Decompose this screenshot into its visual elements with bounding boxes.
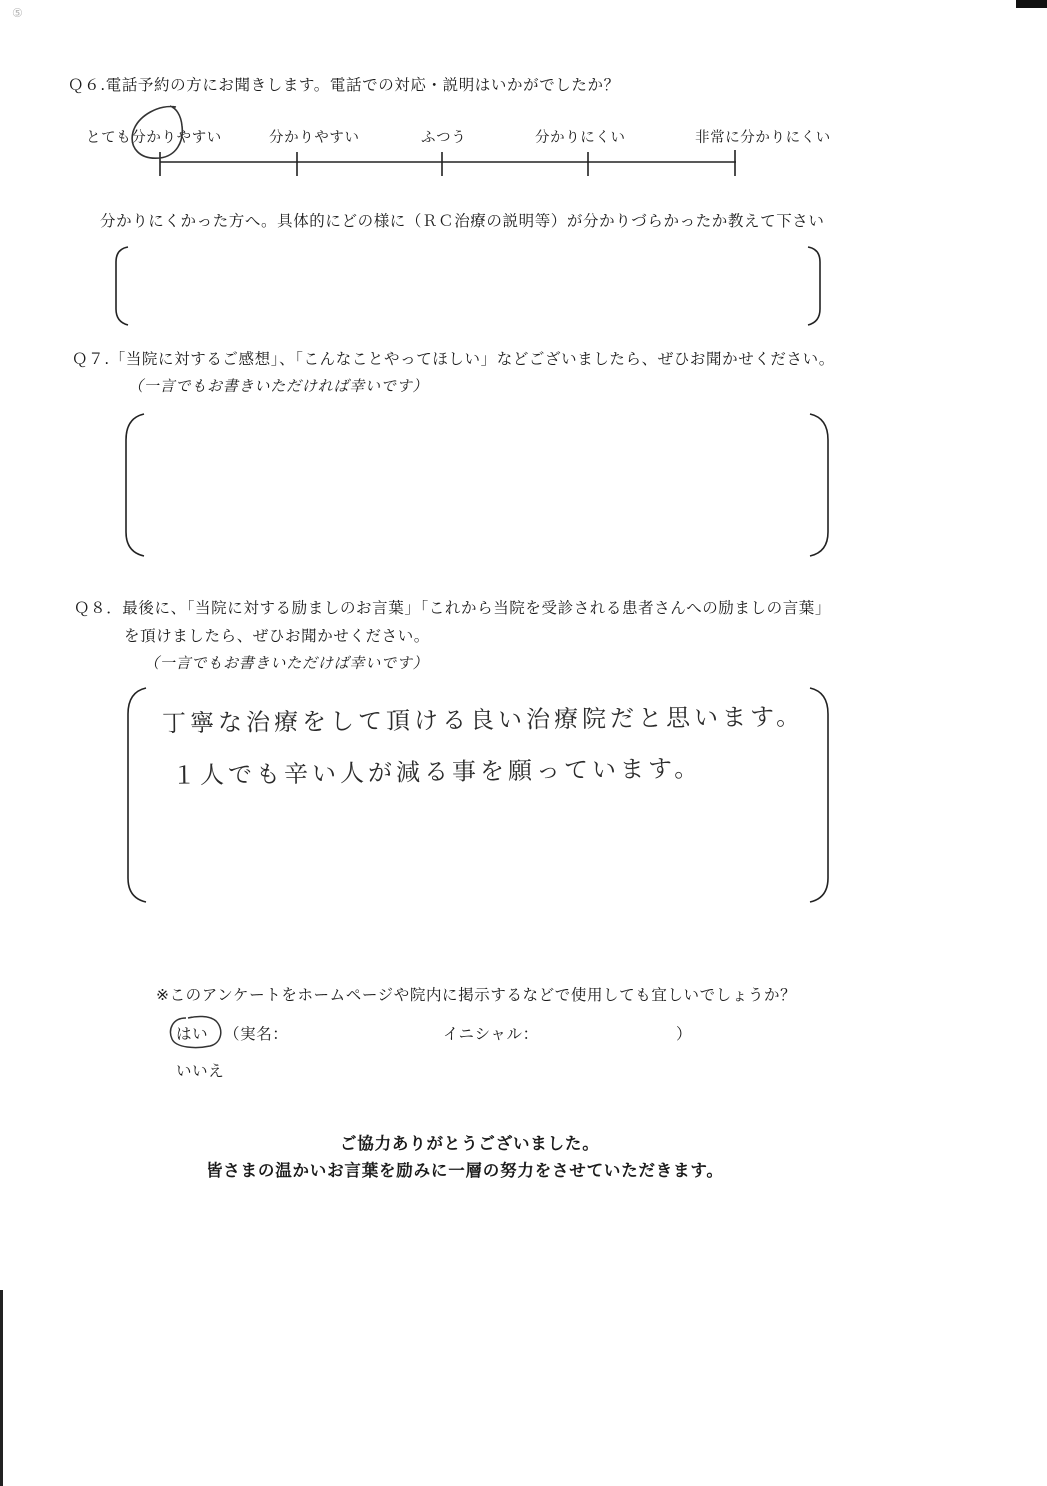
page-number: ⑤ [12, 6, 24, 20]
scan-edge-mark-top-right [1016, 0, 1047, 8]
consent-no-option[interactable]: いいえ [176, 1062, 225, 1080]
consent-initial-label: イニシャル： [443, 1025, 539, 1043]
consent-yes-circle [171, 1016, 221, 1047]
closing-line-1: ご協力ありがとうございました。 [340, 1134, 600, 1153]
consent-close-paren: ） [676, 1025, 693, 1043]
q7-note: （一言でもお書きいただければ幸いです） [128, 377, 429, 395]
q8-note: （一言でもお書きいただけば幸いです） [144, 654, 429, 672]
q8-question-line1: Ｑ８．最後に、「当院に対する励ましのお言葉」「これから当院を受診される患者さんへの励ましの言葉」 [74, 599, 831, 617]
q6-scale-label-2[interactable]: ふつう [421, 130, 467, 146]
q8-answer-line-2[interactable]: １人でも辛い人が減る事を願っています。 [171, 754, 703, 790]
closing-line-2: 皆さまの温かいお言葉を励みに一層の努力をさせていただきます。 [206, 1161, 724, 1180]
q6-scale-label-1[interactable]: 分かりやすい [269, 130, 360, 146]
consent-yes-option[interactable]: はい [176, 1025, 209, 1043]
consent-question: ※このアンケートをホームページや院内に掲示するなどで使用しても宜しいでしょうか？ [156, 986, 797, 1004]
q8-answer-line-1[interactable]: 丁寧な治療をして頂ける良い治療院だと思います。 [161, 702, 805, 738]
q8-question-line2: を頂けましたら、ぜひお聞かせください。 [124, 627, 430, 645]
q6-followup: 分かりにくかった方へ。具体的にどの様に（ＲＣ治療の説明等）が分かりづらかったか教えて下さい [100, 212, 825, 230]
q7-question: Ｑ７.「当院に対するご感想」、「こんなことやってほしい」などございましたら、ぜひお聞かせください。 [72, 350, 835, 368]
q8-answer-box [128, 688, 828, 902]
q6-scale-label-0[interactable]: とても分かりやすい [86, 130, 222, 146]
q7-answer-box [126, 414, 828, 556]
scan-edge-mark-left [0, 1290, 3, 1486]
q6-followup-box [116, 247, 820, 325]
q6-selection-circle [132, 106, 182, 158]
q6-scale-label-3[interactable]: 分かりにくい [535, 130, 626, 146]
q6-scale-label-4[interactable]: 非常に分かりにくい [695, 130, 831, 146]
q6-scale-line [160, 150, 736, 176]
q6-question: Ｑ６.電話予約の方にお聞きします。電話での対応・説明はいかがでしたか？ [68, 76, 620, 94]
consent-real-name-label: （実名： [224, 1025, 289, 1043]
